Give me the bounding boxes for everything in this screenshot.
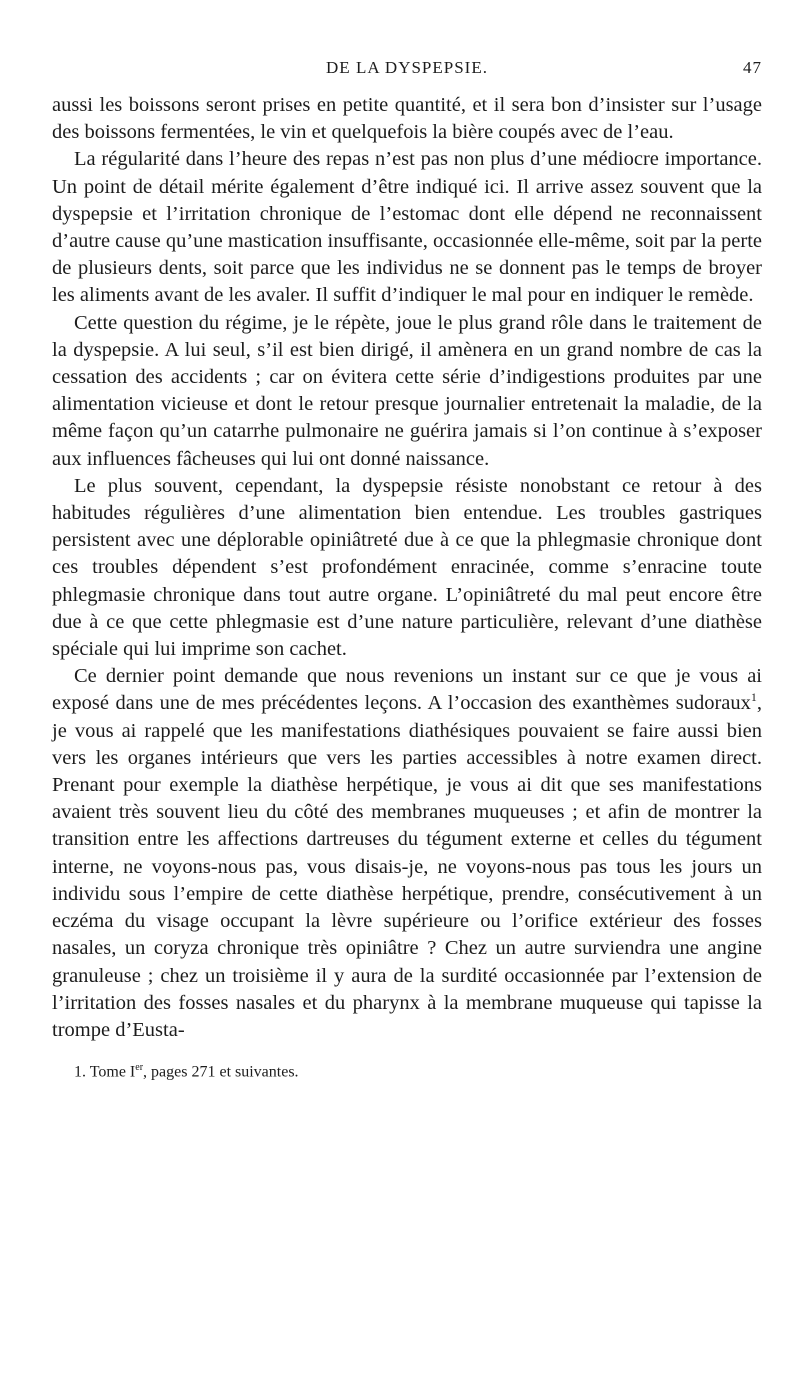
paragraph-dyspepsia-resists: Le plus souvent, cependant, la dyspepsie résiste nonobstant ce retour à des habitudes régulières d’une alimentation bien entendue. Les troubles gastriques persistent avec une déplorable opiniâtreté due à ce que la phlegmasie chronique dont ces troubles dépendent s’est profondément enracinée, comme s’enracine toute phlegmasie chronique dans tout autre organe. L’opiniâtreté du mal peut encore être due à ce que cette phlegmasie est d’une nature particulière, relevant d’une diathèse spéciale qui lui imprime son cachet. — [52, 474, 762, 661]
running-title: DE LA DYSPEPSIE. — [326, 58, 488, 77]
footnote-text-start: Tome I — [89, 1063, 136, 1081]
book-page — [52, 58, 762, 1082]
paragraph-diet-question: Cette question du régime, je le répète, joue le plus grand rôle dans le traitement de la dyspepsie. A lui seul, s’il est bien dirigé, il amènera en un grand nombre de cas la cessation des accidents ; car on évitera cette série d’indigestions produites par une alimentation vicieuse et dont le retour presque journalier entretenait la maladie, de la même façon qu’un catarrhe pulmonaire ne guérira jamais si l’on continue à s’exposer aux influences fâcheuses qui lui ont donné naissance. — [52, 311, 762, 470]
footnote-text-end: , pages 271 et suivantes. — [143, 1063, 299, 1081]
paragraph-herpetic-diathesis — [52, 663, 762, 1044]
paragraph-text-start: Ce dernier point demande que nous revenions un instant sur ce que je vous ai exposé dans une de mes précédentes leçons. A l’occasion des exanthèmes sudoraux — [52, 665, 762, 715]
page-number: 47 — [743, 58, 762, 77]
paragraph-text-end: , je vous ai rappelé que les manifestations diathésiques pouvaient se faire aussi bien vers les organes intérieurs que vers les parties accessibles à notre examen direct. Prenant pour exemple la diathèse herpétique, je vous ai dit que ses manifestations avaient très souvent lieu du côté des membranes muqueuses ; et afin de montrer la transition entre les affections dartreuses du tégument externe et celles du tégument interne, ne voyons-nous pas, vous disais-je, ne voyons-nous pas tous les jours un individu sous l’empire de cette diathèse herpétique, prendre, consécutivement à un eczéma du visage occupant la lèvre supérieure ou l’orifice extérieur des fosses nasales, un coryza chronique très opiniâtre ? Chez un autre surviendra une angine granuleuse ; chez un troisième il y aura de la surdité occasionnée par l’extension de l’irritation des fosses nasales et du pharynx à la membrane muqueuse qui tapisse la trompe d’Eusta- — [52, 692, 762, 1041]
paragraph-continuation: aussi les boissons seront prises en petite quantité, et il sera bon d’insister sur l’usage des boissons fermentées, le vin et quelquefois la bière coupés avec de l’eau. — [52, 94, 762, 144]
footnote-number: 1. — [74, 1063, 86, 1081]
footnote-reference: 1 — [750, 690, 757, 705]
running-head — [52, 58, 762, 88]
footnote-superscript: er — [135, 1062, 144, 1074]
body-text — [52, 92, 762, 1044]
footnote — [52, 1058, 762, 1082]
paragraph-meal-regularity: La régularité dans l’heure des repas n’est pas non plus d’une médiocre importance. Un point de détail mérite également d’être indiqué ici. Il arrive assez souvent que la dyspepsie et l’irritation chronique de l’estomac dont elle dépend ne reconnaissent d’autre cause qu’une mastication insuffisante, occasionnée elle-même, soit par la perte de plusieurs dents, soit parce que les individus ne se donnent pas le temps de broyer les aliments avant de les avaler. Il suffit d’indiquer le mal pour en indiquer le remède. — [52, 148, 763, 307]
